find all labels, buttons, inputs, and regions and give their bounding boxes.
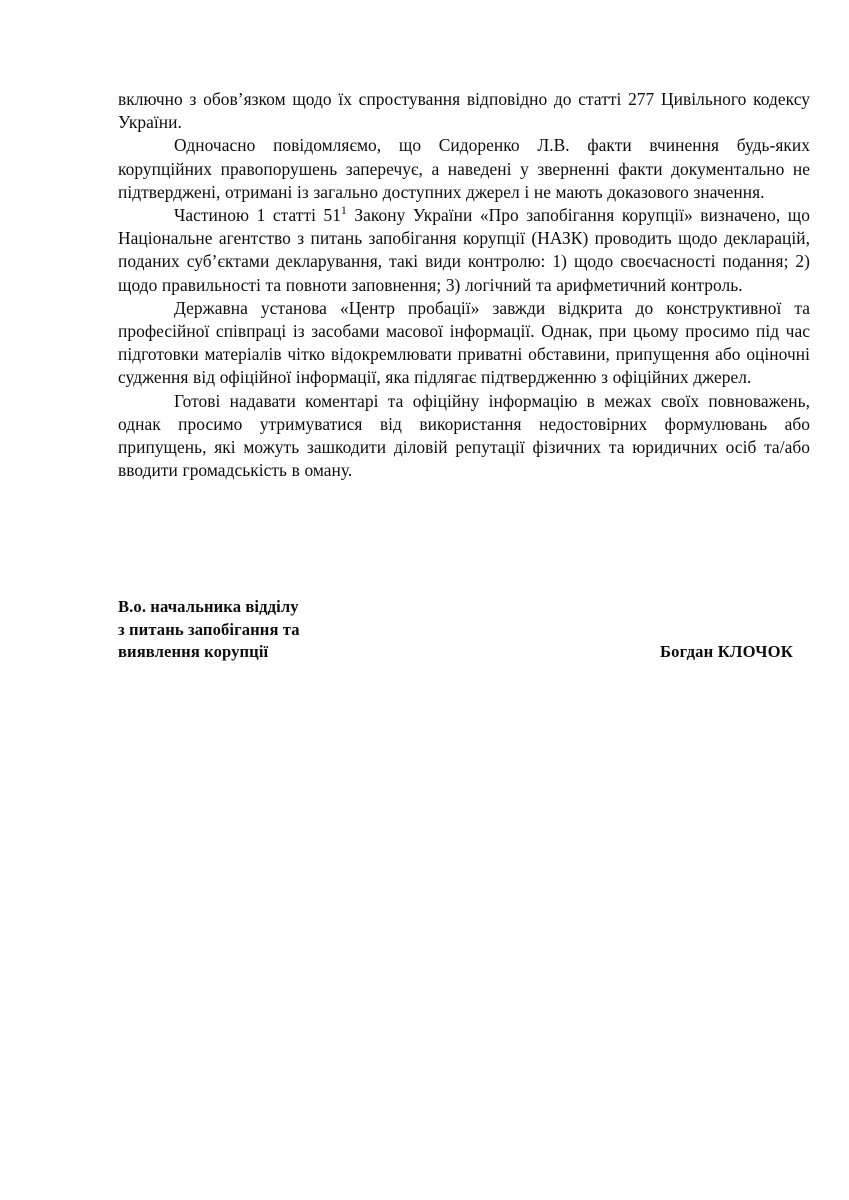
signatory-title-line-3: виявлення корупції — [118, 642, 269, 662]
law-text-after-superscript: Закону України «Про запобігання корупції» визначено, що Національне агентство з питань запобігання корупції (НАЗК) проводить щодо декларацій, поданих суб’єктами декларування, такі види контролю: 1) щодо своєчасності подання; 2) щодо правильності та повноти заповнення; 3) логічний та арифметичний контроль. — [118, 205, 810, 295]
paragraph-denial-statement: Одночасно повідомляємо, що Сидоренко Л.В. факти вчинення будь-яких корупційних правопорушень заперечує, а наведені у зверненні факти документально не підтверджені, отримані із загально доступних джерел і не мають доказового значення. — [118, 135, 810, 202]
paragraph-continuation: включно з обов’язком щодо їх спростування відповідно до статті 277 Цивільного кодексу України. — [118, 89, 810, 133]
signatory-title-line-2: з питань запобігання та — [118, 619, 300, 639]
signature-block — [118, 596, 794, 664]
signatory-title-and-name-row — [118, 641, 794, 664]
paragraph-readiness-statement: Готові надавати коментарі та офіційну інформацію в межах своїх повноважень, однак просимо утримуватися від використання недостовірних формулювань або припущень, які можуть зашкодити діловій репутації фізичних та юридичних осіб та/або вводити громадськість в оману. — [118, 390, 810, 481]
signatory-title-line-1: В.о. начальника відділу — [118, 597, 299, 616]
article-superscript: 1 — [341, 205, 347, 218]
document-text-block — [118, 88, 810, 482]
paragraph-law-reference — [118, 204, 810, 297]
paragraph-media-cooperation: Державна установа «Центр пробації» завжди відкрита до конструктивної та професійної співпраці із засобами масової інформації. Однак, при цьому просимо під час підготовки матеріалів чітко відокремлювати приватні обставини, припущення або оціночні судження від офіційної інформації, яка підлягає підтвердженню з офіційних джерел. — [118, 297, 810, 388]
signatory-name: Богдан КЛОЧОК — [660, 642, 793, 662]
law-text-before-superscript: Частиною 1 статті 51 — [174, 205, 342, 226]
